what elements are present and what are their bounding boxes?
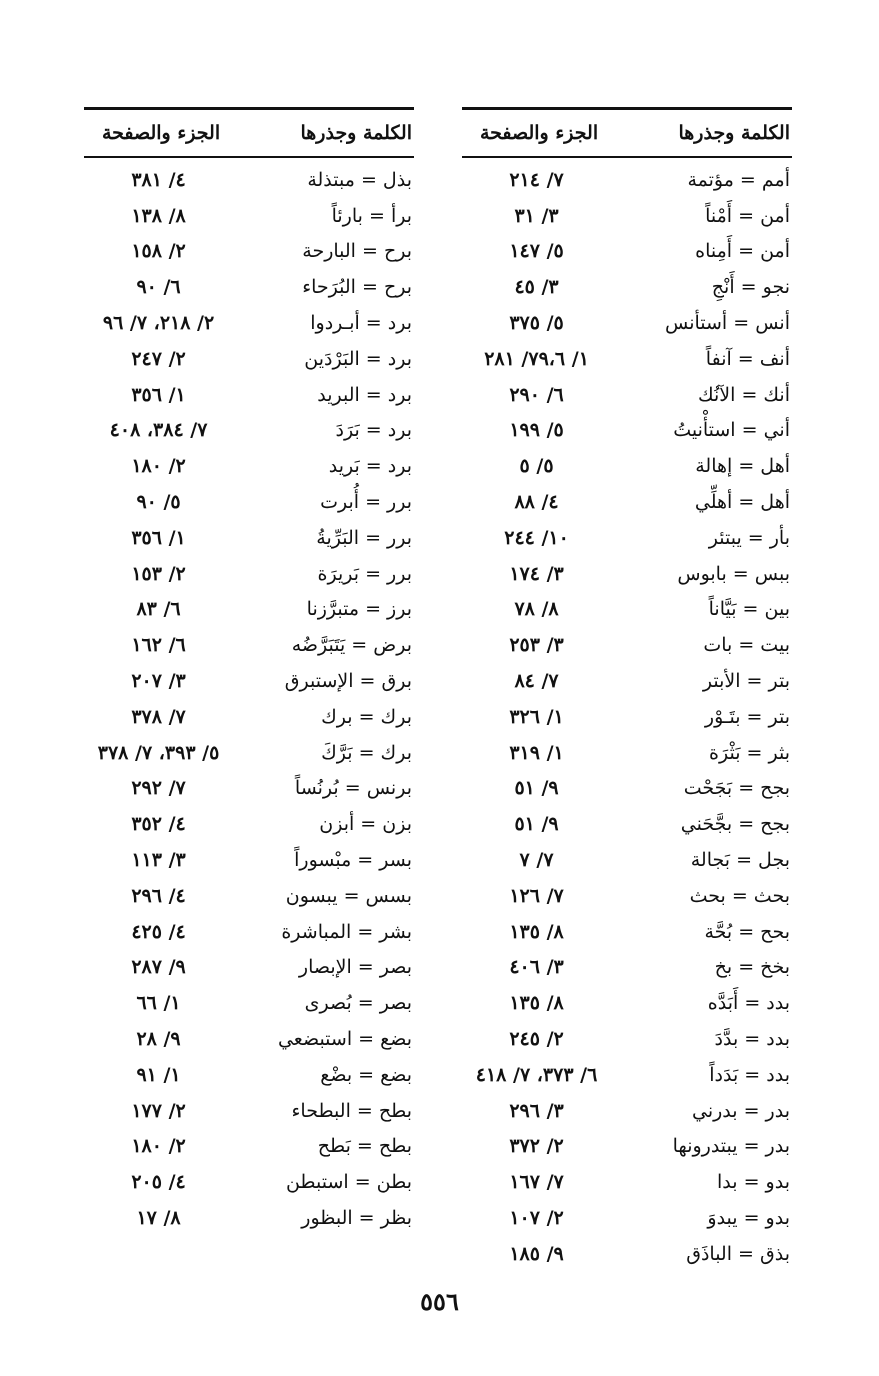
entry-word: ببس = بابوس bbox=[677, 562, 790, 585]
entry-word: بضع = بضْع bbox=[320, 1063, 412, 1086]
entry-word: بين = بَيَّاناً bbox=[708, 598, 790, 621]
entry-reference: ٦/ ٨٣ bbox=[136, 598, 181, 621]
table-row bbox=[462, 520, 792, 556]
table-row bbox=[84, 914, 414, 950]
entry-reference: ٥/ ٣٩٣، ٧/ ٣٧٨ bbox=[97, 741, 220, 764]
entry-word: أمن = أَمِناه bbox=[695, 240, 790, 263]
table-row bbox=[462, 1164, 792, 1200]
table-row bbox=[84, 1129, 414, 1165]
entry-reference: ٧/ ٧ bbox=[519, 849, 554, 872]
entry-word: أهل = أهلِّي bbox=[694, 491, 790, 514]
table-row bbox=[84, 234, 414, 270]
entry-word: برح = البُرَحاء bbox=[302, 276, 412, 299]
table-row bbox=[84, 592, 414, 628]
entry-reference: ٧/ ٣٨٤، ٤٠٨ bbox=[109, 419, 208, 442]
table-row bbox=[84, 699, 414, 735]
entry-word: بتر = الأبتر bbox=[702, 670, 790, 693]
entry-word: بدر = يبتدرونها bbox=[672, 1135, 790, 1158]
table-row bbox=[84, 162, 414, 198]
table-row bbox=[462, 1236, 792, 1272]
table-row bbox=[84, 950, 414, 986]
table-row bbox=[84, 878, 414, 914]
entry-word: نجو = أَنْجِ bbox=[711, 276, 790, 299]
table-row bbox=[462, 592, 792, 628]
table-row bbox=[84, 1093, 414, 1129]
entry-reference: ٥/ ٣٧٥ bbox=[509, 312, 564, 335]
entry-reference: ٣/ ١١٣ bbox=[131, 849, 186, 872]
entry-word: برض = يَتَبَرَّضُه bbox=[291, 634, 412, 657]
entry-word: بدر = بدرني bbox=[692, 1099, 790, 1122]
entry-word: بذل = مبتذلة bbox=[307, 168, 412, 191]
entry-word: بحح = بُحَّة bbox=[704, 920, 790, 943]
table-row bbox=[462, 377, 792, 413]
entry-word: برك = برك bbox=[321, 705, 412, 728]
entry-reference: ٨/ ١٣٥ bbox=[509, 920, 564, 943]
entry-reference: ٢/ ١٠٧ bbox=[509, 1207, 564, 1229]
table-row bbox=[462, 1057, 792, 1093]
table-row bbox=[84, 413, 414, 449]
entry-word: برق = الإستبرق bbox=[284, 670, 412, 693]
entry-reference: ٥/ ١٩٩ bbox=[509, 419, 564, 442]
entry-word: بدو = بدا bbox=[717, 1171, 790, 1194]
entry-word: بشر = المباشرة bbox=[281, 920, 412, 943]
entry-word: بجل = بَجالة bbox=[690, 849, 790, 872]
table-rows bbox=[84, 162, 414, 1236]
entry-word: بذق = الباذَق bbox=[686, 1242, 790, 1265]
entry-word: بسس = يبسون bbox=[285, 884, 412, 907]
entry-word: برد = أبـردوا bbox=[310, 312, 412, 335]
table-row bbox=[84, 269, 414, 305]
entry-reference: ١/ ٣٢٦ bbox=[509, 705, 564, 728]
entry-word: بصر = بُصرى bbox=[304, 992, 412, 1015]
table-rows bbox=[462, 162, 792, 1272]
entry-reference: ٨/ ١٣٥ bbox=[509, 992, 564, 1015]
entry-word: برر = أُبرت bbox=[320, 491, 412, 514]
entry-reference: ٤/ ٤٢٥ bbox=[131, 920, 186, 943]
entry-word: برد = بَرَدَ bbox=[335, 419, 412, 442]
table-row bbox=[462, 663, 792, 699]
header-rule bbox=[84, 156, 414, 158]
entry-reference: ٤/ ٣٥٢ bbox=[131, 813, 186, 836]
index-table-right bbox=[462, 107, 792, 1272]
entry-reference: ٣/ ٣١ bbox=[514, 204, 559, 227]
entry-reference: ٣/ ٢٠٧ bbox=[131, 670, 186, 693]
entry-reference: ٦/ ١٦٢ bbox=[131, 634, 186, 657]
table-row bbox=[84, 520, 414, 556]
entry-word: برر = بَريرَة bbox=[317, 562, 412, 585]
entry-word: برنس = بُرنُساً bbox=[294, 777, 412, 800]
table-row bbox=[84, 1200, 414, 1236]
table-row bbox=[462, 1021, 792, 1057]
table-row bbox=[462, 269, 792, 305]
entry-reference: ٣/ ٤٥ bbox=[514, 276, 559, 299]
table-row bbox=[462, 985, 792, 1021]
table-row bbox=[462, 234, 792, 270]
entry-reference: ٩/ ٥١ bbox=[514, 813, 559, 836]
entry-word: أنف = آنفاً bbox=[705, 347, 790, 370]
table-header bbox=[84, 110, 414, 156]
entry-word: أنس = أستأنس bbox=[664, 312, 790, 335]
entry-word: بجح = بَجَحْت bbox=[683, 777, 790, 800]
entry-word: برك = بَرَّكَ bbox=[321, 741, 412, 764]
entry-reference: ٦/ ٣٧٣، ٧/ ٤١٨ bbox=[475, 1063, 598, 1086]
entry-reference: ٢/ ٢١٨، ٧/ ٩٦ bbox=[102, 312, 215, 335]
entry-word: بثر = بَثْرَة bbox=[709, 741, 790, 764]
index-table-left bbox=[84, 107, 414, 1236]
table-row bbox=[462, 1129, 792, 1165]
table-row bbox=[462, 341, 792, 377]
entry-word: أمم = مؤتمة bbox=[687, 168, 790, 191]
entry-reference: ١٠/ ٢٤٤ bbox=[504, 526, 569, 549]
header-volume-page: الجزء والصفحة bbox=[479, 122, 599, 144]
entry-word: بطن = استبطن bbox=[285, 1171, 412, 1194]
entry-word: بصر = الإبصار bbox=[298, 956, 412, 979]
table-row bbox=[84, 1021, 414, 1057]
table-row bbox=[462, 198, 792, 234]
table-row bbox=[84, 663, 414, 699]
entry-reference: ٨/ ٧٨ bbox=[514, 598, 559, 621]
table-row bbox=[84, 627, 414, 663]
entry-reference: ٦/ ٢٩٠ bbox=[509, 383, 564, 406]
entry-word: أهل = إهالة bbox=[695, 455, 790, 478]
entry-word: برد = البريد bbox=[317, 383, 412, 406]
entry-word: برأ = بارئاً bbox=[331, 204, 412, 227]
entry-word: برد = البَرْدَين bbox=[304, 347, 412, 370]
table-row bbox=[462, 305, 792, 341]
entry-word: بتر = بتَـوْر bbox=[704, 705, 790, 728]
entry-reference: ٢/ ١٨٠ bbox=[131, 455, 186, 478]
entry-word: بدو = يبدوَ bbox=[707, 1207, 790, 1229]
entry-word: برد = بَريد bbox=[328, 455, 412, 478]
entry-word: بطح = البطحاء bbox=[291, 1099, 412, 1122]
entry-reference: ٤/ ٢٠٥ bbox=[131, 1171, 186, 1194]
table-row bbox=[84, 305, 414, 341]
entry-reference: ٣/ ٢٥٣ bbox=[509, 634, 564, 657]
table-row bbox=[84, 806, 414, 842]
entry-reference: ٧/ ٨٤ bbox=[514, 670, 559, 693]
table-row bbox=[462, 1200, 792, 1236]
entry-reference: ٢/ ١٥٨ bbox=[131, 240, 186, 263]
entry-word: بحث = بحث bbox=[689, 884, 790, 907]
entry-reference: ١/ ٣١٩ bbox=[509, 741, 564, 764]
entry-reference: ١/ ٩١ bbox=[136, 1063, 181, 1086]
table-row bbox=[462, 950, 792, 986]
entry-reference: ٧/ ٣٧٨ bbox=[131, 705, 186, 728]
entry-word: أنك = الآنُك bbox=[698, 383, 790, 406]
entry-word: بدد = بدَّدَ bbox=[714, 1028, 790, 1051]
header-rule bbox=[462, 156, 792, 158]
entry-word: بزن = أبزن bbox=[319, 813, 412, 836]
entry-reference: ٤/ ٣٨١ bbox=[131, 168, 186, 191]
header-volume-page: الجزء والصفحة bbox=[101, 122, 221, 144]
entry-reference: ٢/ ١٨٠ bbox=[131, 1135, 186, 1158]
entry-word: بأر = يبتئر bbox=[708, 526, 790, 549]
table-row bbox=[462, 699, 792, 735]
entry-reference: ٦/ ٩٠ bbox=[136, 276, 181, 299]
entry-word: بظر = البظور bbox=[301, 1207, 412, 1229]
entry-word: برح = البارحة bbox=[302, 240, 412, 263]
entry-reference: ٢/ ٣٧٢ bbox=[509, 1135, 564, 1158]
entry-reference: ٩/ ٢٨٧ bbox=[131, 956, 186, 979]
entry-reference: ٢/ ٢٤٧ bbox=[131, 347, 186, 370]
entry-word: برر = البَرِّيةُ bbox=[316, 526, 412, 549]
entry-word: بدد = أَبَدَّه bbox=[707, 992, 790, 1015]
table-row bbox=[462, 914, 792, 950]
header-word-root: الكلمة وجذرها bbox=[300, 122, 412, 144]
table-row bbox=[462, 878, 792, 914]
entry-reference: ٢/ ٢٤٥ bbox=[509, 1028, 564, 1051]
table-row bbox=[84, 448, 414, 484]
table-row bbox=[462, 1093, 792, 1129]
entry-reference: ٢/ ١٥٣ bbox=[131, 562, 186, 585]
entry-word: أمن = أَمْناً bbox=[705, 204, 790, 227]
entry-reference: ٣/ ٢٩٦ bbox=[509, 1099, 564, 1122]
entry-word: بدد = بَدَداً bbox=[709, 1063, 790, 1086]
table-row bbox=[462, 627, 792, 663]
entry-reference: ٤/ ٨٨ bbox=[514, 491, 559, 514]
entry-word: أني = استأْنيتُ bbox=[673, 419, 790, 442]
table-row bbox=[462, 413, 792, 449]
entry-reference: ١/ ٣٥٦ bbox=[131, 526, 186, 549]
entry-word: بيت = بات bbox=[703, 634, 790, 657]
table-row bbox=[84, 985, 414, 1021]
entry-reference: ٧/ ١٢٦ bbox=[509, 884, 564, 907]
table-header bbox=[462, 110, 792, 156]
entry-word: بخخ = بخ bbox=[714, 956, 790, 979]
entry-reference: ٧/ ١٦٧ bbox=[509, 1171, 564, 1194]
entry-reference: ١/ ٣٥٦ bbox=[131, 383, 186, 406]
table-row bbox=[462, 735, 792, 771]
entry-reference: ٥/ ٩٠ bbox=[136, 491, 181, 514]
table-row bbox=[462, 162, 792, 198]
table-row bbox=[84, 198, 414, 234]
entry-word: برز = متبرَّزنا bbox=[306, 598, 412, 621]
table-row bbox=[84, 556, 414, 592]
table-row bbox=[84, 771, 414, 807]
entry-word: بطح = بَطح bbox=[317, 1135, 412, 1158]
entry-reference: ١/ ٧٩،٦/ ٢٨١ bbox=[484, 347, 589, 370]
entry-reference: ٢/ ١٧٧ bbox=[131, 1099, 186, 1122]
page-number: ٥٥٦ bbox=[420, 1287, 459, 1316]
header-word-root: الكلمة وجذرها bbox=[678, 122, 790, 144]
entry-word: بضع = استبضعي bbox=[277, 1028, 412, 1051]
entry-reference: ٤/ ٢٩٦ bbox=[131, 884, 186, 907]
entry-reference: ٨/ ١٧ bbox=[136, 1207, 181, 1229]
entry-reference: ٥/ ١٤٧ bbox=[509, 240, 564, 263]
table-row bbox=[462, 771, 792, 807]
table-row bbox=[84, 1057, 414, 1093]
entry-reference: ٩/ ٢٨ bbox=[136, 1028, 181, 1051]
table-row bbox=[84, 1164, 414, 1200]
entry-reference: ٣/ ٤٠٦ bbox=[509, 956, 564, 979]
entry-reference: ٩/ ٥١ bbox=[514, 777, 559, 800]
table-row bbox=[84, 735, 414, 771]
table-row bbox=[462, 448, 792, 484]
table-row bbox=[84, 842, 414, 878]
table-row bbox=[84, 377, 414, 413]
table-row bbox=[84, 484, 414, 520]
table-row bbox=[462, 806, 792, 842]
entry-reference: ١/ ٦٦ bbox=[136, 992, 181, 1015]
table-row bbox=[462, 556, 792, 592]
table-row bbox=[462, 484, 792, 520]
entry-reference: ٧/ ٢١٤ bbox=[509, 168, 564, 191]
table-row bbox=[84, 341, 414, 377]
entry-reference: ٥/ ٥ bbox=[519, 455, 554, 478]
table-row bbox=[462, 842, 792, 878]
entry-word: بجح = بجَّحَني bbox=[680, 813, 790, 836]
entry-reference: ٧/ ٢٩٢ bbox=[131, 777, 186, 800]
entry-reference: ٨/ ١٣٨ bbox=[131, 204, 186, 227]
entry-reference: ٣/ ١٧٤ bbox=[509, 562, 564, 585]
entry-word: بسر = مبْسوراً bbox=[294, 849, 412, 872]
entry-reference: ٩/ ١٨٥ bbox=[509, 1242, 564, 1265]
